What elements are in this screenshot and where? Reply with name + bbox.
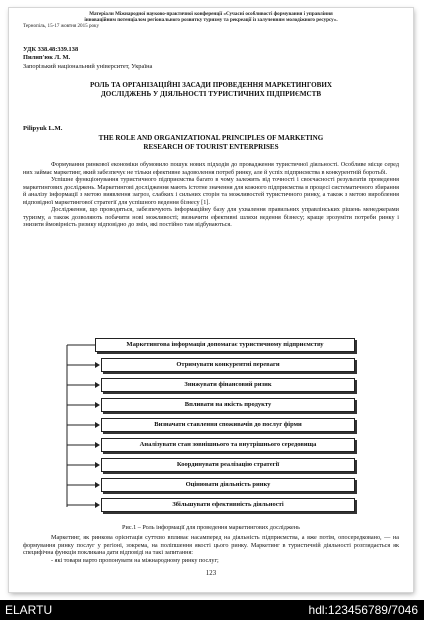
paragraph-3: Дослідження, що проводяться, забезпечують інформаційну базу для ухвалення правильних управлінських рішень менеджерами туризму, а також дозволяють побачити нові можливості; визначити ефективні шляхи ведення бізнесу; краще зрозуміти потреби ринку і знизити ймовірність ризику відповідно до змін, які постійно там відбуваються. — [23, 206, 399, 228]
diagram-item-4: Визначати ставлення споживачів до послуг фірми — [101, 418, 355, 432]
header-line-3: Тернопіль, 15-17 жовтня 2015 року — [23, 23, 99, 29]
title-ua-line-1: РОЛЬ ТА ОРГАНІЗАЦІЙНІ ЗАСАДИ ПРОВЕДЕННЯ МАРКЕТИНГОВИХ — [89, 81, 333, 89]
title-ua-line-2: ДОСЛІДЖЕНЬ У ДІЯЛЬНОСТІ ТУРИСТИЧНИХ ПІДПРИЄМСТВ — [100, 90, 322, 98]
diagram-item-6: Координувати реалізацію стратегії — [101, 458, 355, 472]
diagram-item-5: Аналізувати стан зовнішнього та внутрішнього середовища — [101, 438, 355, 452]
author-name: Пилип'юк Л. М. — [23, 54, 71, 61]
repository-name[interactable]: ELARTU — [5, 603, 53, 617]
page-number: 123 — [205, 570, 217, 577]
author-affiliation: Запорізький національний університет, Україна — [23, 63, 153, 70]
paragraph-1: Формування ринкової економіки обумовило пошук нових підходів до провадження туристичної діяльності. Особливе місце серед них займає маркетинг, який забезпечує не тільки ефективне задоволення потреб ринку, але й успіх підприємства в конкурентній боротьбі. — [23, 161, 399, 176]
repository-footer-bar — [0, 600, 424, 620]
diagram-top-box: Маркетингова інформація допомагає туристичному підприємству — [95, 338, 355, 352]
header-line-1: Матеріали Міжнародної науково-практичної конференції «Сучасні особливості формування і управління — [89, 11, 333, 17]
diagram-item-7: Оцінювати діяльність ринку — [101, 478, 355, 492]
diagram-item-1: Отримувати конкурентні переваги — [101, 358, 355, 372]
info-role-diagram — [63, 334, 361, 524]
figure-caption: Рис.1 – Роль інформації для проведення маркетингових досліджень — [122, 524, 300, 531]
handle-id[interactable]: hdl:123456789/7046 — [308, 603, 418, 617]
title-en-line-1: THE ROLE AND ORGANIZATIONAL PRINCIPLES OF MARKETING — [98, 134, 324, 142]
paper-page — [9, 8, 413, 592]
paragraph-4: Маркетинг, як ринкова орієнтація суттєво впливає насамперед на діяльність підприємства, а вже потім, опосередковано, — на формування ринку послуг у регіоні, зокрема, на поліпшення якості цього ринку. Маркетинг в туристичній діяльності розглядається як специфічна функція покликана дати відповіді на такі запитання: — [23, 534, 399, 556]
diagram-item-8: Збільшувати ефективність діяльності — [101, 498, 355, 512]
diagram-item-3: Впливати на якість продукту — [101, 398, 355, 412]
diagram-item-2: Знижувати фінансовий ризик — [101, 378, 355, 392]
paragraph-2: Успішне функціонування туристичного підприємства багато в чому залежить від точності і своєчасності результатів проведення маркетингових досліджень. Маркетингові дослідження мають істотне значення для кожного підприємства в процесі систематичного збирання й аналізу інформації з метою виявлення загроз, слабких і сильних сторін та можливостей туристичного ринку, а також з метою вироблення відповідної маркетингової стратегії для успішного ведення бізнесу [1]. — [23, 176, 399, 206]
paragraph-5: - які товари варто пропонувати на міжнародному ринку послуг; — [51, 556, 219, 564]
conference-header — [23, 11, 399, 29]
header-line-2: інноваційним потенціалом регіонального розвитку туризму та рекреації із залученням молодіжного ресурсу». — [84, 17, 338, 23]
body-text — [23, 161, 399, 229]
title-en-line-2: RESEARCH OF TOURIST ENTERPRISES — [143, 143, 279, 151]
author-name-en: Pilipyuk L.M. — [23, 125, 63, 132]
udk-code: УДК 338.48:339.138 — [23, 46, 79, 53]
body-text-continued — [23, 534, 399, 564]
